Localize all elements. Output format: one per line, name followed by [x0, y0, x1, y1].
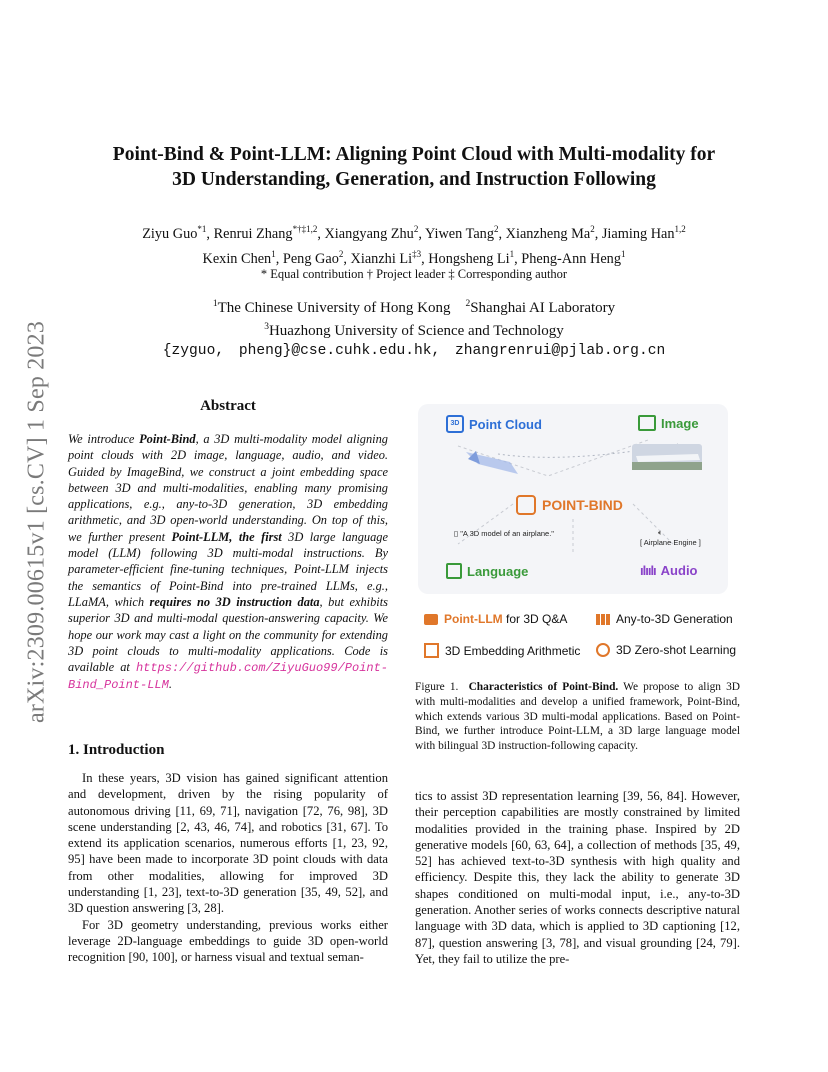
capability-any-to-3d: Any-to-3D Generation — [596, 612, 733, 626]
capability-point-llm: Point-LLM for 3D Q&A — [424, 612, 567, 626]
introduction-text — [68, 770, 388, 966]
contribution-notes: * Equal contribution † Project leader ‡ Corresponding author — [260, 267, 568, 281]
abstract-text: We introduce Point-Bind, a 3D multi-modality model aligning point clouds with 2D image, language, audio, and video. Guided by ImageBind, we construct a joint embedding space between 3D and multi-modalities, enabling many promising applications, e.g., any-to-3D generation, 3D embedding arithmetic, and 3D open-world understanding. On top of this, we further present Point-LLM, the first 3D large language model (LLM) following 3D multi-modal instructions. By parameter-efficient fine-tuning techniques, Point-LLM injects the semantics of Point-Bind into pre-trained LLMs, e.g., LLaMA, which requires no 3D instruction data, but exhibits superior 3D and multi-modal question-answering capacity. We hope our work may cast a light on the community for extending 3D point clouds to multi-modality applications. Code is available at https://github.com/ZiyuGuo99/Point-Bind_Point-LLM. — [68, 432, 388, 693]
point-bind-center: POINT-BIND — [516, 495, 623, 515]
edit-icon — [446, 563, 462, 579]
chat-icon — [424, 614, 438, 625]
waveform-icon: ılıılı — [640, 563, 656, 578]
affiliation-3: Huazhong University of Science and Technology — [268, 323, 564, 339]
arxiv-id-text: arXiv:2309.00615v1 [cs.CV] 1 Sep 2023 — [23, 320, 50, 724]
audio-label: ılıılı Audio — [640, 563, 698, 578]
image-icon — [638, 415, 656, 431]
document-icon: ▯ — [454, 529, 459, 538]
capability-arithmetic: 3D Embedding Arithmetic — [424, 643, 580, 658]
author: Peng Gao$^2$ — [282, 248, 344, 267]
author: Yiwen Tang$^2$ — [424, 224, 499, 242]
capability-zero-shot: 3D Zero-shot Learning — [596, 643, 736, 657]
contact-emails: {zyguo, pheng}@cse.cuhk.edu.hk, zhangrenrui@pjlab.org.cn — [162, 343, 666, 359]
search-icon — [596, 643, 610, 657]
arxiv-sidebar-id — [18, 292, 56, 752]
code-link[interactable]: https://github.com/ZiyuGuo99/Point-Bind_Point-LLM — [68, 661, 388, 693]
bricks-icon — [596, 614, 610, 625]
language-quote: ▯ "A 3D model of an airplane." — [454, 529, 554, 538]
affiliations: $^1$The Chinese University of Hong Kong $^2$Shanghai AI Laboratory $^3$Huazhong University of Science and Technology — [212, 299, 616, 339]
author: Xianzhi Li$^{\ddagger 3}$ — [350, 248, 422, 267]
point-cloud-label: 3D Point Cloud — [446, 415, 542, 433]
author: Hongsheng Li$^1$ — [428, 248, 515, 267]
author: Jiaming Han$^{1,2}$ — [601, 224, 686, 242]
language-label: Language — [446, 563, 528, 579]
abstract-heading: Abstract — [200, 398, 256, 414]
paper-title — [60, 142, 768, 192]
introduction-heading: 1. Introduction — [68, 742, 165, 758]
figure-1-diagram — [418, 404, 728, 594]
author: Xianzheng Ma$^2$ — [505, 224, 595, 242]
title-line-2: 3D Understanding, Generation, and Instruction Following — [172, 169, 656, 190]
affiliation-1: The Chinese University of Hong Kong — [217, 300, 451, 316]
speaker-icon: 🔈︎ — [658, 528, 663, 537]
right-column-text: tics to assist 3D representation learning [39, 56, 84]. However, their perception capabilities are mostly constrained by limited modalities provided in the training phase. Inspired by 2D generative models [60, 63, 64], a collection of methods [35, 49, 52] has achieved text-to-3D synthesis with high quality and efficiency. Despite this, they lack the ability to generate 3D shapes conditioned on multi-modal input, i.e., any-to-3D generation. Another series of works connects descriptive natural language with 3D data, which is applied to 3D captioning [12, 87], question answering [3, 78], and visual grounding [24, 79]. Yet, they fail to utilize the pre- — [415, 789, 740, 966]
capabilities-list — [418, 606, 738, 666]
author-list: Ziyu Guo$^{*1}$, Renrui Zhang$^{*\dagger\ddagger 1,2}$, Xiangyang Zhu$^2$, Yiwen Tang$^2$, Xianzheng Ma$^2$, Jiaming Han$^{1,2}$ Kexin Chen$^1$, Peng Gao$^2$, Xianzhi Li$^{\ddagger 3}$, Hongsheng Li$^1$, Pheng-Ann Heng$^1$ — [142, 224, 686, 267]
author: Pheng-Ann Heng$^1$ — [521, 248, 626, 267]
author: Xiangyang Zhu$^2$ — [324, 224, 419, 242]
robot-icon — [516, 495, 536, 515]
author: Ziyu Guo$^{*1}$ — [142, 224, 207, 242]
cube-3d-icon: 3D — [446, 415, 464, 433]
intro-paragraph-1: In these years, 3D vision has gained significant attention and development, driven by the rising popularity of autonomous driving [11, 69, 71], navigation [72, 76, 98], 3D scene understanding [2, 43, 46, 74], and robotics [31, 67]. To extend its application scenarios, numerous efforts [1, 23, 92, 95] have been made to incorporate 3D point clouds with data from other modalities, allowing for improved 3D understanding [1, 23], text-to-3D generation [35, 49, 52], and 3D question answering [3, 28]. — [68, 771, 388, 916]
figure-1-caption: Figure 1. Characteristics of Point-Bind. We propose to align 3D with multi-modalities and develop a unified framework, Point-Bind, which extends various 3D multi-modal applications. Based on Point-Bind, we further introduce Point-LLM, a 3D large language model with bilingual 3D instruction-following capacity. — [415, 681, 741, 753]
calculator-icon — [424, 643, 439, 658]
author: Kexin Chen$^1$ — [202, 248, 276, 267]
image-label: Image — [638, 415, 699, 431]
author: Renrui Zhang$^{*\dagger\ddagger 1,2}$ — [213, 224, 318, 242]
audio-quote: [ Airplane Engine ] — [640, 538, 701, 547]
affiliation-2: Shanghai AI Laboratory — [470, 300, 616, 316]
intro-paragraph-2: For 3D geometry understanding, previous works either leverage 2D-language embeddings to guide 3D open-world recognition [90, 100], or harness visual and textual seman- — [68, 917, 388, 965]
title-line-1: Point-Bind & Point-LLM: Aligning Point Cloud with Multi-modality for — [112, 144, 716, 165]
